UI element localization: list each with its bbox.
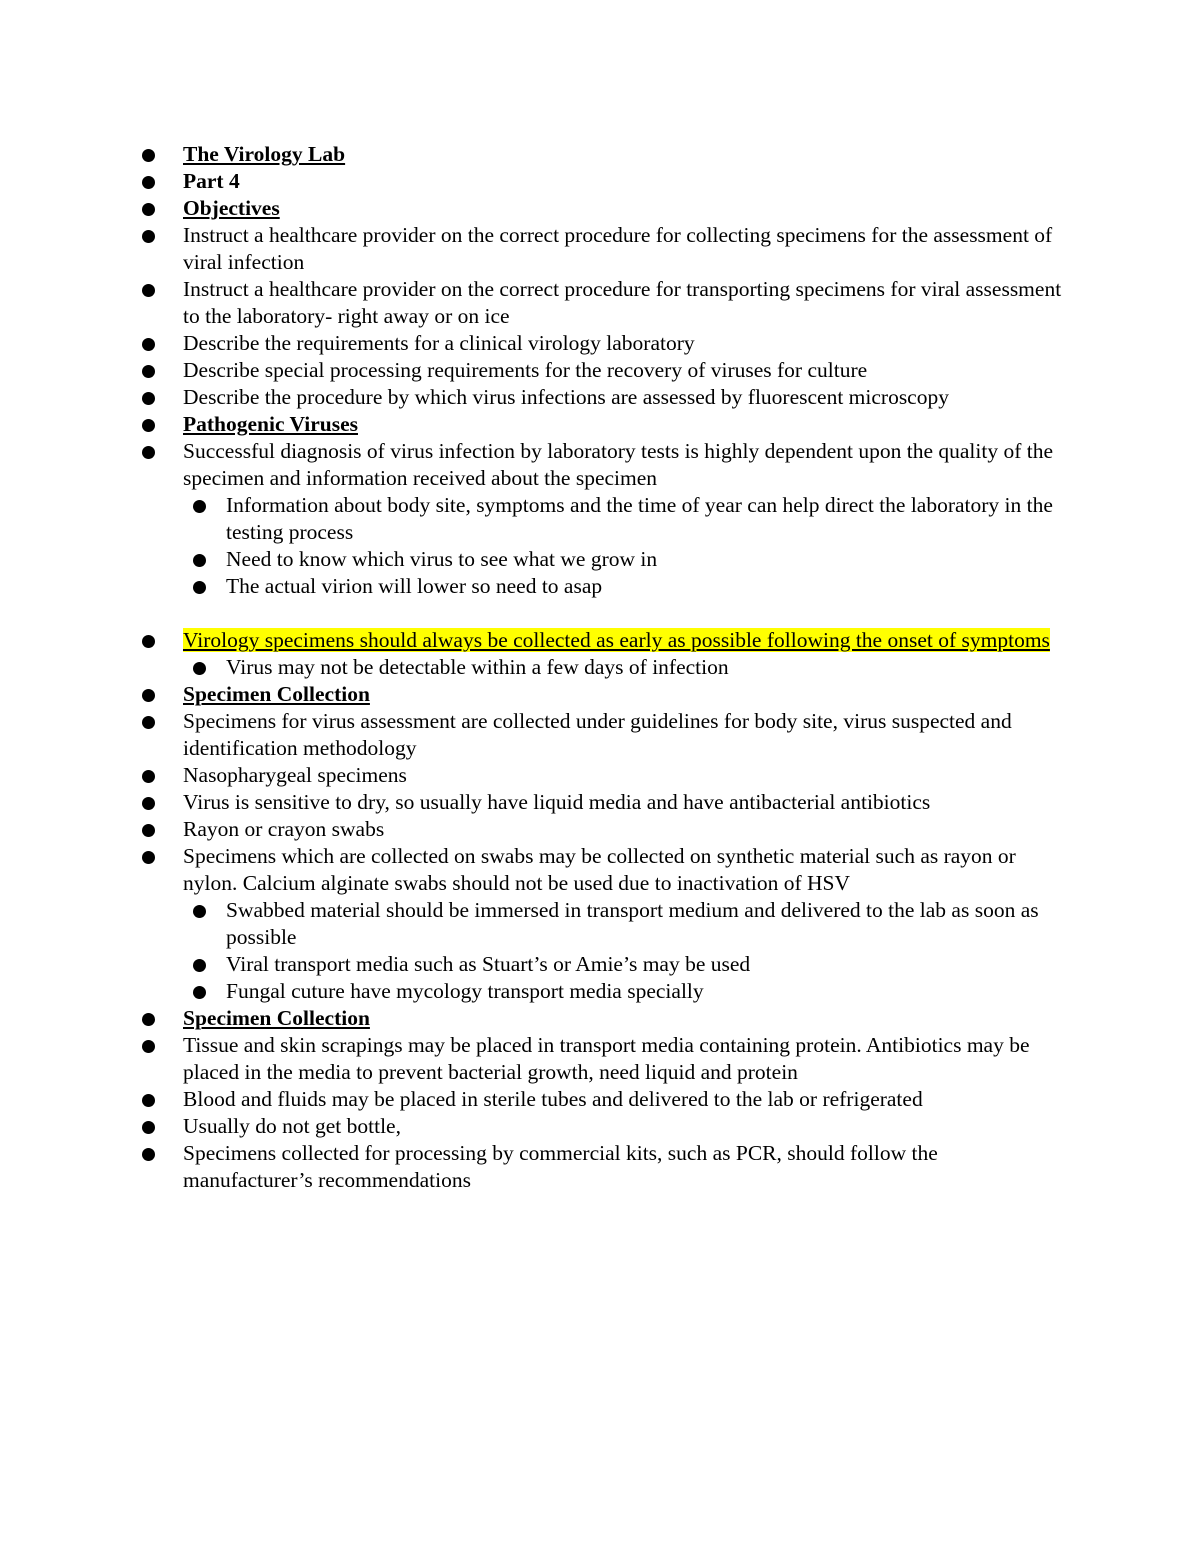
- list-item: [0, 1113, 1063, 1140]
- list-item-text: Describe the requirements for a clinical virology laboratory: [183, 331, 695, 355]
- list-item-text: Describe the procedure by which virus infections are assessed by fluorescent microscopy: [183, 385, 949, 409]
- list-item: [0, 222, 1063, 276]
- bullet-dot-icon: [142, 365, 155, 378]
- section-heading: [0, 195, 1063, 222]
- bullet-dot-icon: [142, 770, 155, 783]
- list-item-text: Need to know which virus to see what we grow in: [226, 547, 658, 571]
- bullet-dot-icon: [193, 905, 206, 918]
- list-item-text: Virus may not be detectable within a few days of infection: [226, 655, 729, 679]
- bullet-dot-icon: [142, 1121, 155, 1134]
- list-item-text: Nasopharygeal specimens: [183, 763, 407, 787]
- list-item-text: Instruct a healthcare provider on the correct procedure for collecting specimens for the assessment of viral infection: [183, 223, 1053, 274]
- sub-list-item: [0, 978, 1063, 1005]
- list-item: [0, 330, 1063, 357]
- list-item-text: Fungal cuture have mycology transport media specially: [226, 979, 704, 1003]
- sub-list-item: [0, 492, 1063, 546]
- part-label: [0, 168, 1063, 195]
- sub-list-item: [0, 546, 1063, 573]
- list-item-text: Tissue and skin scrapings may be placed in transport media containing protein. Antibiotics may be placed in the media to prevent bacterial growth, need liquid and protein: [183, 1033, 1030, 1084]
- bullet-dot-icon: [142, 1013, 155, 1026]
- bullet-dot-icon: [142, 689, 155, 702]
- bullet-dot-icon: [142, 284, 155, 297]
- bullet-dot-icon: [142, 635, 155, 648]
- list-item-text: Information about body site, symptoms and the time of year can help direct the laboratory in the testing process: [226, 493, 1053, 544]
- bullet-dot-icon: [142, 1148, 155, 1161]
- section-heading: [0, 1005, 1063, 1032]
- list-item-text: Viral transport media such as Stuart’s or Amie’s may be used: [226, 952, 751, 976]
- bullet-dot-icon: [142, 392, 155, 405]
- bullet-dot-icon: [193, 662, 206, 675]
- list-item: [0, 1032, 1063, 1086]
- list-item: [0, 1140, 1063, 1194]
- bullet-dot-icon: [142, 419, 155, 432]
- bullet-dot-icon: [193, 500, 206, 513]
- bullet-dot-icon: [142, 1094, 155, 1107]
- sub-list-item: [0, 573, 1063, 600]
- bullet-dot-icon: [142, 230, 155, 243]
- list-item-text: Specimens which are collected on swabs may be collected on synthetic material such as rayon or nylon. Calcium alginate swabs should not be used due to inactivation of HSV: [183, 844, 1016, 895]
- bullet-dot-icon: [193, 554, 206, 567]
- list-item-text: Swabbed material should be immersed in transport medium and delivered to the lab as soon as possible: [226, 898, 1039, 949]
- list-item-text: Usually do not get bottle,: [183, 1114, 401, 1138]
- list-item-text: Successful diagnosis of virus infection by laboratory tests is highly dependent upon the quality of the specimen and information received about the specimen: [183, 439, 1053, 490]
- list-item-text: Virus is sensitive to dry, so usually have liquid media and have antibacterial antibiotics: [183, 790, 931, 814]
- list-item-text: Blood and fluids may be placed in sterile tubes and delivered to the lab or refrigerated: [183, 1087, 923, 1111]
- bullet-dot-icon: [142, 338, 155, 351]
- list-item-text: Part 4: [183, 169, 240, 193]
- list-item-text: Specimen Collection: [183, 1006, 370, 1030]
- list-item-text: Instruct a healthcare provider on the correct procedure for transporting specimens for viral assessment to the laboratory- right away or on ice: [183, 277, 1062, 328]
- list-item: [0, 816, 1063, 843]
- bullet-dot-icon: [193, 581, 206, 594]
- bullet-dot-icon: [142, 149, 155, 162]
- sub-list-item: [0, 897, 1063, 951]
- bullet-list: [0, 141, 1200, 1194]
- bullet-dot-icon: [142, 1040, 155, 1053]
- bullet-dot-icon: [142, 797, 155, 810]
- list-item: [0, 357, 1063, 384]
- sub-list-item: [0, 951, 1063, 978]
- list-item-text: Describe special processing requirements for the recovery of viruses for culture: [183, 358, 868, 382]
- list-item: [0, 384, 1063, 411]
- blank-line: [0, 600, 1200, 627]
- section-heading: [0, 411, 1063, 438]
- bullet-dot-icon: [142, 716, 155, 729]
- list-item-text: The Virology Lab: [183, 142, 346, 166]
- list-item-text: Virology specimens should always be collected as early as possible following the onset of symptoms: [183, 628, 1050, 652]
- list-item-text: Specimens for virus assessment are collected under guidelines for body site, virus suspected and identification methodology: [183, 709, 1012, 760]
- bullet-dot-icon: [193, 986, 206, 999]
- list-item-text: The actual virion will lower so need to asap: [226, 574, 603, 598]
- bullet-dot-icon: [142, 203, 155, 216]
- highlighted-list-item: [0, 627, 1063, 654]
- list-item: [0, 438, 1063, 492]
- section-heading: [0, 141, 1063, 168]
- sub-list-item: [0, 654, 1063, 681]
- list-item: [0, 276, 1063, 330]
- list-item-text: Specimens collected for processing by commercial kits, such as PCR, should follow the manufacturer’s recommendations: [183, 1141, 938, 1192]
- list-item: [0, 1086, 1063, 1113]
- bullet-dot-icon: [142, 446, 155, 459]
- list-item: [0, 843, 1063, 897]
- list-item: [0, 762, 1063, 789]
- bullet-dot-icon: [193, 959, 206, 972]
- list-item-text: Specimen Collection: [183, 682, 370, 706]
- bullet-dot-icon: [142, 824, 155, 837]
- bullet-dot-icon: [142, 176, 155, 189]
- bullet-dot-icon: [142, 851, 155, 864]
- list-item-text: Rayon or crayon swabs: [183, 817, 385, 841]
- list-item: [0, 708, 1063, 762]
- section-heading: [0, 681, 1063, 708]
- list-item-text: Pathogenic Viruses: [183, 412, 358, 436]
- list-item-text: Objectives: [183, 196, 280, 220]
- list-item: [0, 789, 1063, 816]
